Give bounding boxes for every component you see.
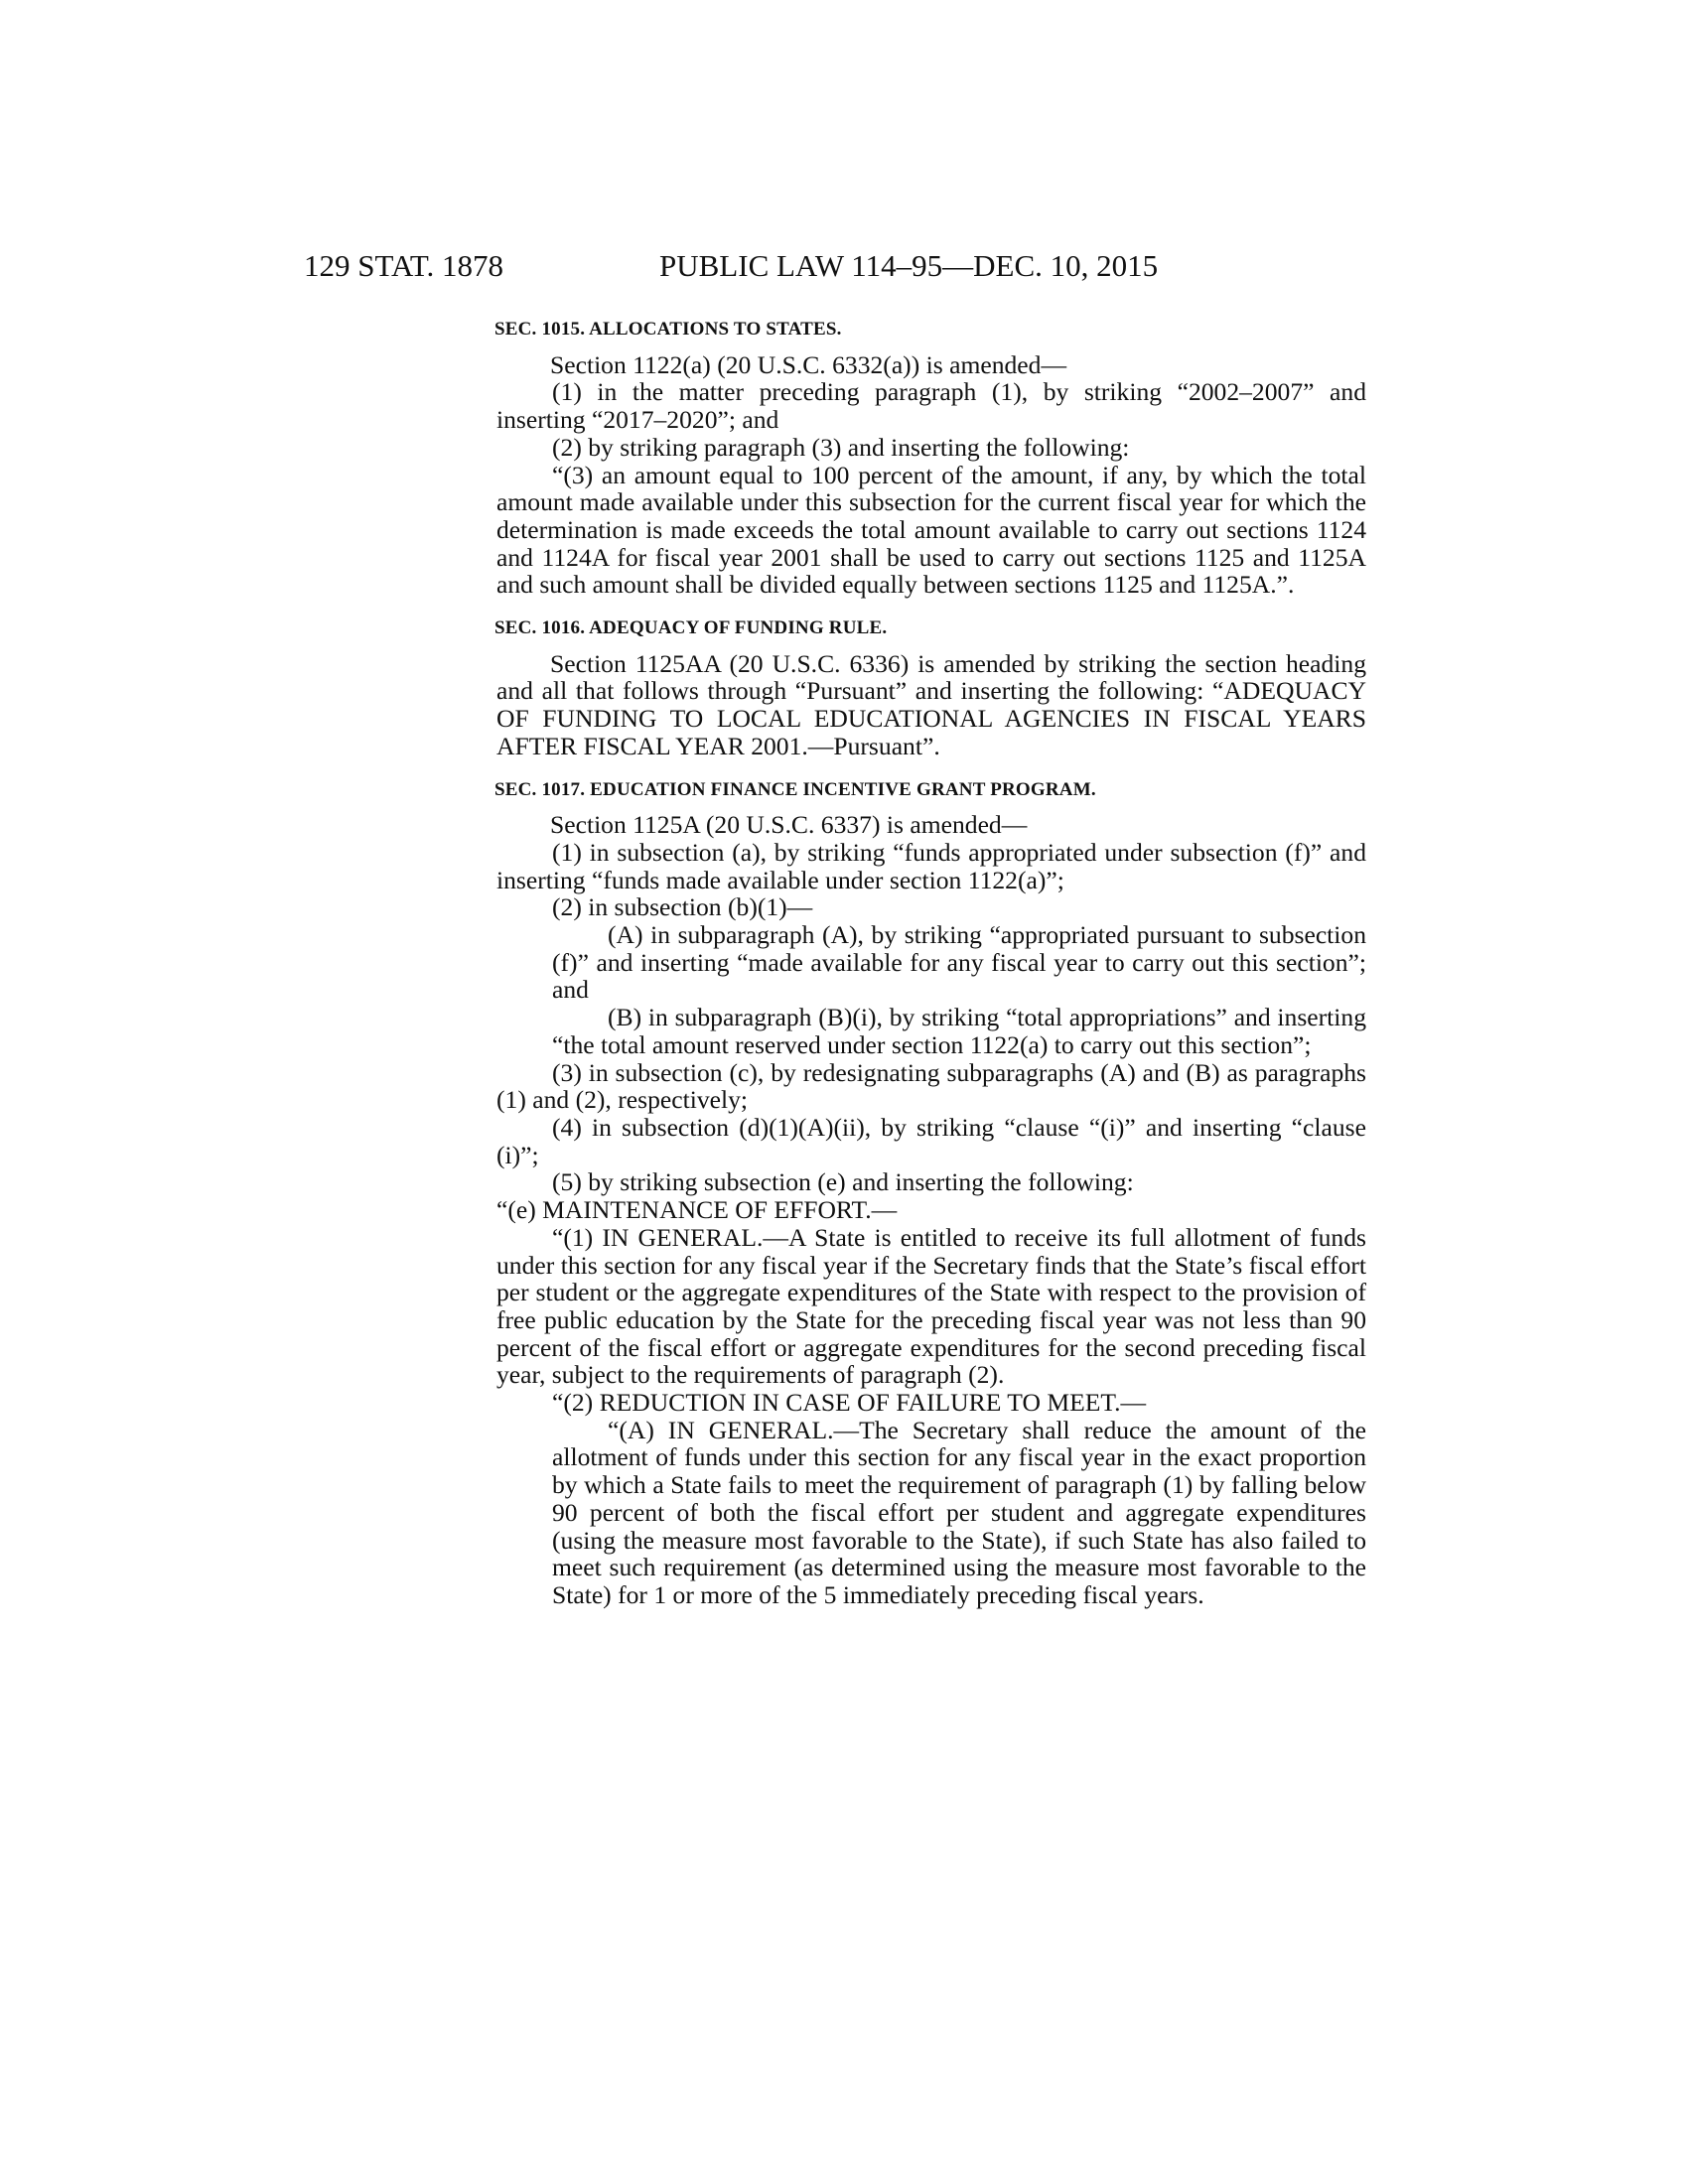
- subparagraph: (A) in subparagraph (A), by striking “appropriated pursuant to subsection (f)” and inserting “made available for any fiscal year to carry out this section”; and: [552, 920, 1366, 1005]
- paragraph: “(e) MAINTENANCE OF EFFORT.—: [496, 1195, 898, 1225]
- paragraph: (3) in subsection (c), by redesignating subparagraphs (A) and (B) as paragraphs (1) and (2), respectively;: [496, 1057, 1366, 1115]
- subparagraph: “(A) IN GENERAL.—The Secretary shall reduce the amount of the allotment of funds under this section for any fiscal year in the exact proportion by which a State fails to meet the requirement of paragraph (1) by falling below 90 percent of both the fiscal effort per student and aggregate expenditures (using the measure most favorable to the State), if such State has also failed to meet such requirement (as determined using the measure most favorable to the State) for 1 or more of the 5 immediately preceding fiscal years.: [552, 1415, 1366, 1609]
- law-title: PUBLIC LAW 114–95—DEC. 10, 2015: [659, 248, 1159, 283]
- subparagraph: (B) in subparagraph (B)(i), by striking “total appropriations” and inserting “the total amount reserved under section 1122(a) to carry out this section”;: [552, 1003, 1366, 1059]
- paragraph: (1) in the matter preceding paragraph (1), by striking “2002–2007” and inserting “2017–2020”; and: [496, 377, 1366, 435]
- paragraph: “(2) REDUCTION IN CASE OF FAILURE TO MEET.—: [552, 1388, 1147, 1418]
- paragraph: (2) by striking paragraph (3) and inserting the following:: [552, 432, 1130, 462]
- paragraph: (5) by striking subsection (e) and inserting the following:: [552, 1167, 1134, 1197]
- page-header: [304, 248, 1366, 288]
- paragraph: Section 1125A (20 U.S.C. 6337) is amended—: [550, 810, 1028, 840]
- paragraph: “(1) IN GENERAL.—A State is entitled to receive its full allotment of funds under this section for any fiscal year if the Secretary finds that the State’s fiscal effort per student or the aggregate expenditures of the State with respect to the provision of free public education by the State for the preceding fiscal year was not less than 90 percent of the fiscal effort or aggregate expenditures for the second preceding fiscal year, subject to the requirements of paragraph (2).: [496, 1222, 1366, 1390]
- paragraph: (4) in subsection (d)(1)(A)(ii), by striking “clause “(i)” and inserting “clause (i)”;: [496, 1112, 1366, 1169]
- paragraph: “(3) an amount equal to 100 percent of the amount, if any, by which the total amount made available under this subsection for the current fiscal year for which the determination is made exceeds the total amount available to carry out sections 1124 and 1124A for fiscal year 2001 shall be used to carry out sections 1125 and 1125A and such amount shall be divided equally between sections 1125 and 1125A.”.: [496, 460, 1366, 600]
- paragraph: Section 1125AA (20 U.S.C. 6336) is amended by striking the section heading and all that follows through “Pursuant” and inserting the following: “ADEQUACY OF FUNDING TO LOCAL EDUCATIONAL AGENCIES IN FISCAL YEARS AFTER FISCAL YEAR 2001.—Pursuant”.: [496, 648, 1366, 760]
- paragraph: (1) in subsection (a), by striking “funds appropriated under subsection (f)” and inserting “funds made available under section 1122(a)”;: [496, 837, 1366, 894]
- paragraph: Section 1122(a) (20 U.S.C. 6332(a)) is amended—: [550, 349, 1067, 379]
- section-heading: SEC. 1016. ADEQUACY OF FUNDING RULE.: [494, 617, 888, 639]
- section-heading: SEC. 1015. ALLOCATIONS TO STATES.: [494, 319, 842, 340]
- page-reference: 129 STAT. 1878: [304, 248, 504, 283]
- paragraph: (2) in subsection (b)(1)—: [552, 892, 813, 922]
- document-body: [496, 316, 1366, 1609]
- section-heading: SEC. 1017. EDUCATION FINANCE INCENTIVE GRANT PROGRAM.: [494, 778, 1096, 800]
